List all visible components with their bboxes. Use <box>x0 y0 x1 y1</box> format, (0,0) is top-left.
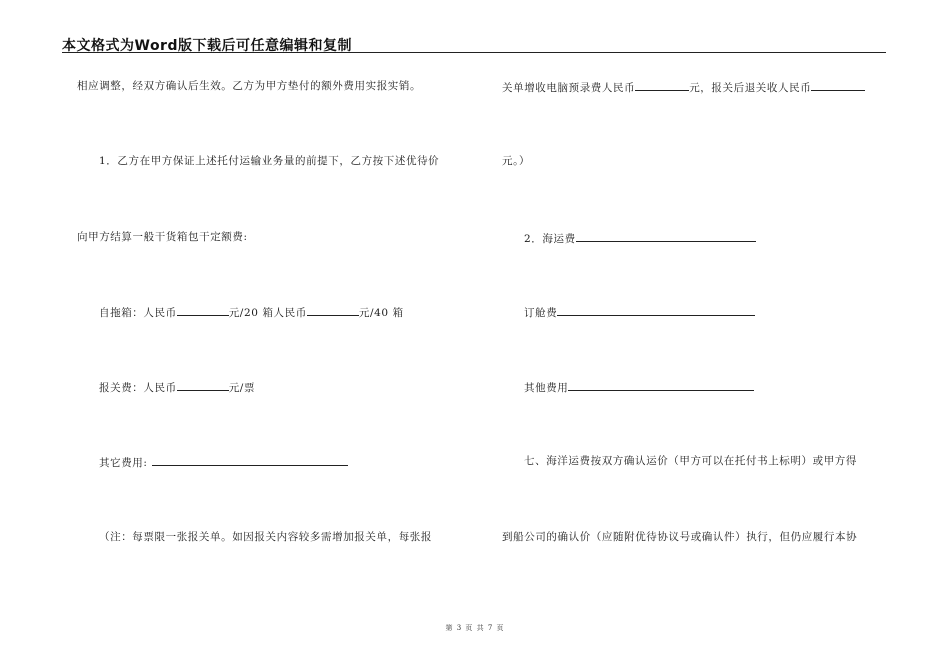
other-charges-label: 其他费用 <box>524 382 569 394</box>
left-line-5 <box>99 379 255 395</box>
other-fees-label: 其它费用: <box>99 457 148 469</box>
right-line-1 <box>502 79 865 95</box>
booking-fee-label: 订舱费 <box>524 307 558 319</box>
customs-fee-label: 报关费：人民币 <box>99 382 177 394</box>
blank-other-fees <box>152 454 348 466</box>
right-line-4 <box>524 304 755 320</box>
left-line-6 <box>99 454 348 470</box>
document-header-title: 本文格式为Word版下载后可任意编辑和复制 <box>62 38 352 54</box>
blank-ocean-freight <box>576 230 756 242</box>
per-40ft-label: 元/40 箱 <box>358 307 404 319</box>
withdraw-fee-label: 元，报关后退关收人民币 <box>689 82 812 94</box>
left-line-7: （注：每票限一张报关单。如因报关内容较多需增加报关单，每张报 <box>99 531 432 543</box>
blank-booking-fee <box>557 304 755 316</box>
self-towing-label: 自拖箱：人民币 <box>99 307 177 319</box>
prerecord-fee-label: 关单增收电脑预录费人民币 <box>502 82 636 94</box>
header-divider <box>62 52 886 53</box>
blank-40ft-fee <box>307 304 359 316</box>
right-line-6: 七、海洋运费按双方确认运价（甲方可以在托付书上标明）或甲方得 <box>524 455 857 467</box>
blank-prerecord-fee <box>635 79 689 91</box>
blank-20ft-fee <box>177 304 229 316</box>
left-line-1: 相应调整，经双方确认后生效。乙方为甲方垫付的额外费用实报实销。 <box>77 80 422 92</box>
left-line-3: 向甲方结算一般干货箱包干定额费: <box>77 231 248 243</box>
right-line-5 <box>524 379 754 395</box>
per-20ft-label: 元/20 箱人民币 <box>228 307 307 319</box>
blank-withdraw-fee <box>811 79 865 91</box>
left-line-2: 1．乙方在甲方保证上述托付运输业务量的前提下，乙方按下述优待价 <box>99 155 440 167</box>
page-number: 第 3 页 共 7 页 <box>445 624 505 632</box>
blank-customs-fee <box>177 379 229 391</box>
right-line-2: 元。） <box>502 155 531 167</box>
right-line-7: 到船公司的确认价（应随附优待协议号或确认件）执行，但仍应履行本协 <box>502 531 858 543</box>
right-line-3 <box>524 230 756 246</box>
per-ticket-label: 元/票 <box>228 382 256 394</box>
blank-other-charges <box>568 379 754 391</box>
ocean-freight-label: 2．海运费 <box>524 233 576 245</box>
left-line-4 <box>99 304 404 320</box>
